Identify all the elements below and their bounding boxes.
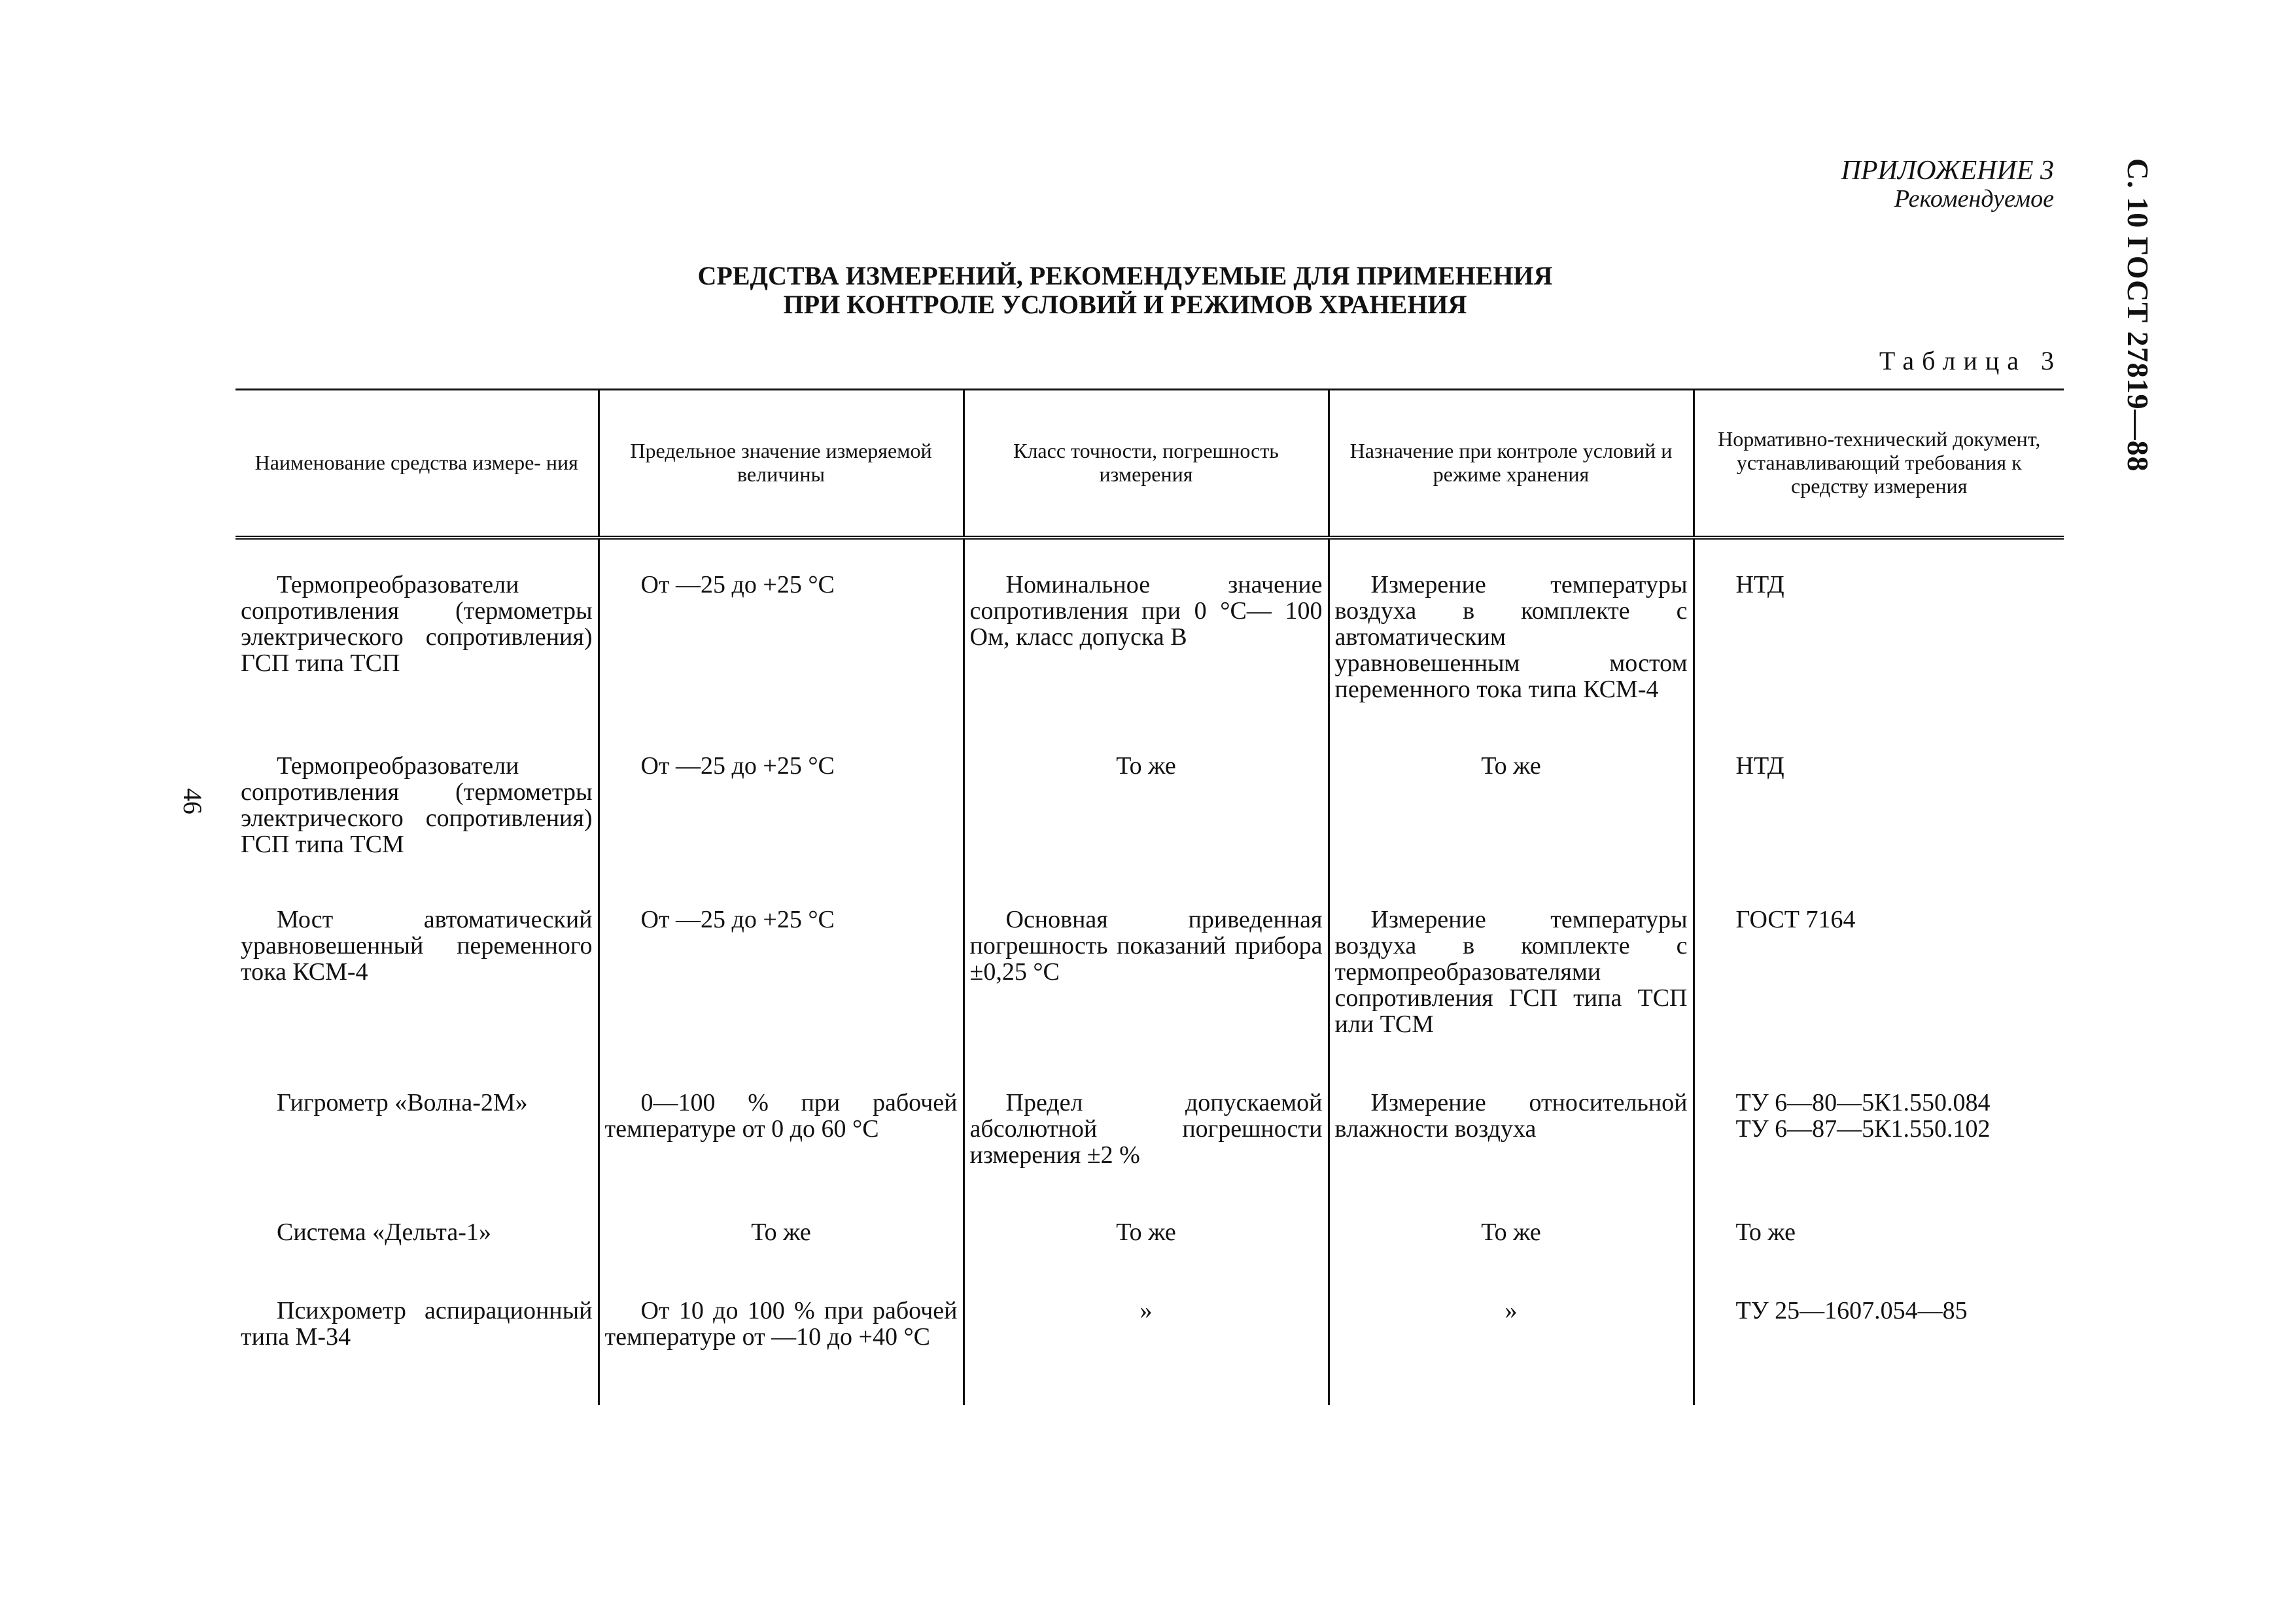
cell-text: От —25 до +25 °С [640, 752, 835, 780]
cell-text: Термопреобразователи сопротивления (термометры электрического сопротивления) ГСП типа ТСМ [241, 752, 593, 858]
appendix-caption [1841, 156, 2054, 213]
cell-text: То же [1116, 1218, 1176, 1246]
cell-limit [599, 538, 964, 753]
table-row [235, 1220, 2064, 1298]
cell-name [235, 1298, 599, 1405]
cell-limit [599, 1298, 964, 1405]
cell-name [235, 1090, 599, 1220]
cell-text: 0—100 % при рабочей температуре от 0 до 60 °С [604, 1089, 958, 1143]
side-running-title: С. 10 ГОСТ 27819—88 [2121, 158, 2155, 472]
cell-document [1694, 753, 2064, 907]
cell-purpose [1329, 907, 1694, 1090]
appendix-number: ПРИЛОЖЕНИЕ 3 [1841, 156, 2054, 186]
table-row [235, 538, 2064, 753]
table-label: Таблица 3 [1879, 346, 2062, 375]
cell-purpose [1329, 1090, 1694, 1220]
table-header-row [235, 390, 2064, 538]
cell-limit [599, 1220, 964, 1298]
cell-text: Предел допускаемой абсолютной погрешности измерения ±2 % [969, 1089, 1323, 1169]
cell-text: Номинальное значение сопротивления при 0 °С— 100 Ом, класс допуска В [969, 571, 1323, 651]
cell-text: НТД [1735, 571, 1784, 598]
cell-text: От 10 до 100 % при рабочей температуре от —10 до +40 °С [604, 1297, 958, 1351]
cell-document [1694, 1090, 2064, 1220]
cell-limit [599, 753, 964, 907]
cell-text: Мост автоматический уравновешенный переменного тока КСМ-4 [241, 906, 593, 986]
cell-accuracy [964, 1220, 1329, 1298]
header-purpose: Назначение при контроле условий и режиме хранения [1329, 390, 1694, 538]
cell-text: ТУ 25—1607.054—85 [1735, 1297, 1968, 1324]
cell-document [1694, 538, 2064, 753]
cell-document [1694, 907, 2064, 1090]
cell-document [1694, 1298, 2064, 1405]
appendix-status: Рекомендуемое [1894, 185, 2054, 213]
cell-text: ГОСТ 7164 [1735, 906, 1856, 933]
title-line-1: СРЕДСТВА ИЗМЕРЕНИЙ, РЕКОМЕНДУЕМЫЕ ДЛЯ ПРИМЕНЕНИЯ [697, 261, 1553, 290]
table-row [235, 1090, 2064, 1220]
cell-name [235, 753, 599, 907]
cell-text: Измерение температуры воздуха в комплекте с автоматическим уравновешенным мостом переменного тока типа КСМ-4 [1334, 571, 1688, 703]
cell-purpose [1329, 753, 1694, 907]
header-instrument-name: Наименование средства измере- ния [235, 390, 599, 538]
cell-text: Основная приведенная погрешность показаний прибора ±0,25 °С [969, 906, 1323, 986]
cell-text: Психрометр аспирационный типа М-34 [241, 1297, 593, 1351]
cell-text: То же [1481, 1218, 1541, 1246]
cell-name [235, 538, 599, 753]
cell-accuracy [964, 1298, 1329, 1405]
cell-name [235, 1220, 599, 1298]
cell-accuracy [964, 753, 1329, 907]
table-row [235, 1298, 2064, 1405]
cell-name [235, 907, 599, 1090]
cell-text: От —25 до +25 °С [640, 571, 835, 598]
title-line-2: ПРИ КОНТРОЛЕ УСЛОВИЙ И РЕЖИМОВ ХРАНЕНИЯ [783, 290, 1467, 319]
cell-text: НТД [1735, 752, 1784, 780]
cell-document [1694, 1220, 2064, 1298]
cell-text: То же [1116, 752, 1176, 780]
table-row [235, 753, 2064, 907]
cell-text: » [1139, 1297, 1153, 1324]
cell-text: Измерение температуры воздуха в комплекте с термопреобразователями сопротивления ГСП типа ТСП или ТСМ [1334, 906, 1688, 1038]
cell-accuracy [964, 907, 1329, 1090]
cell-accuracy [964, 1090, 1329, 1220]
cell-limit [599, 907, 964, 1090]
header-normative-document: Нормативно-технический документ, устанавливающий требования к средству измерения [1694, 390, 2064, 538]
cell-accuracy [964, 538, 1329, 753]
cell-limit [599, 1090, 964, 1220]
cell-text: То же [751, 1218, 811, 1246]
cell-text: То же [1735, 1218, 1796, 1246]
cell-purpose [1329, 1298, 1694, 1405]
cell-text: То же [1481, 752, 1541, 780]
table-row [235, 907, 2064, 1090]
cell-text: ТУ 6—87—5К1.550.102 [1735, 1114, 1991, 1143]
cell-text: Измерение относительной влажности воздуха [1334, 1089, 1688, 1143]
cell-purpose [1329, 1220, 1694, 1298]
cell-text: Система «Дельта-1» [277, 1218, 491, 1246]
instruments-table [235, 389, 2064, 1405]
page-number: 46 [178, 788, 207, 814]
cell-text: » [1505, 1297, 1518, 1324]
document-title [536, 262, 1714, 319]
cell-text: Гигрометр «Волна-2М» [277, 1089, 528, 1116]
header-accuracy: Класс точности, погрешность измерения [964, 390, 1329, 538]
cell-text: Термопреобразователи сопротивления (термометры электрического сопротивления) ГСП типа ТСП [241, 571, 593, 677]
cell-text: От —25 до +25 °С [640, 906, 835, 933]
cell-text: ТУ 6—80—5К1.550.084 [1735, 1089, 1991, 1116]
header-limit-value: Предельное значение измеряемой величины [599, 390, 964, 538]
cell-purpose [1329, 538, 1694, 753]
